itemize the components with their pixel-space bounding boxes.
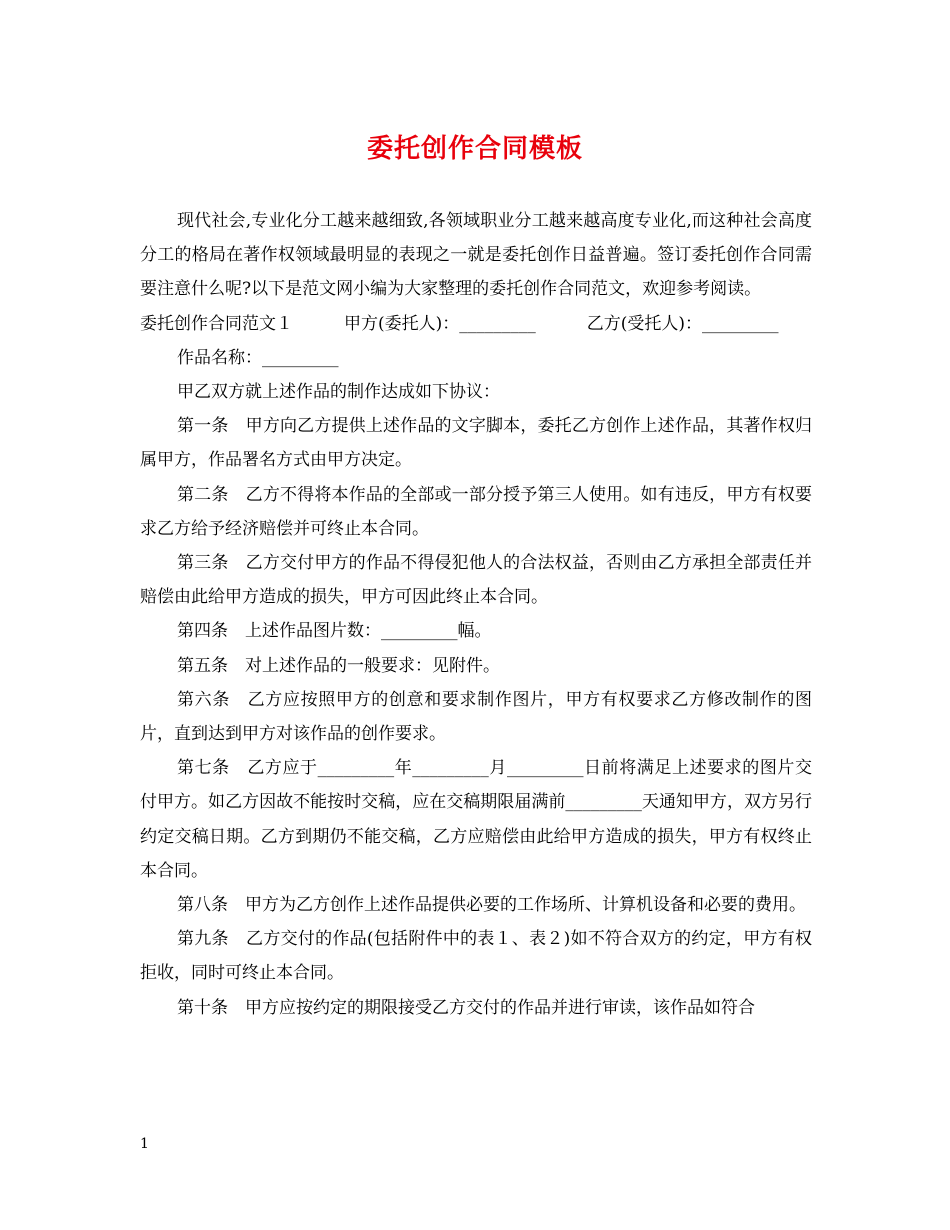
document-title: 委托创作合同模板 [366, 134, 583, 164]
clause-3: 第三条 乙方交付甲方的作品不得侵犯他人的合法权益，否则由乙方承担全部责任并赔偿由此给甲方造成的损失，甲方可因此终止本合同。 [140, 553, 812, 608]
clause-6: 第六条 乙方应按照甲方的创意和要求制作图片，甲方有权要求乙方修改制作的图片，直到达到甲方对该作品的创作要求。 [140, 689, 812, 745]
clause-5: 第五条 对上述作品的一般要求：见附件。 [177, 655, 500, 676]
clause-9: 第九条 乙方交付的作品(包括附件中的表１、表２)如不符合双方的约定，甲方有权拒收，同时可终止本合同。 [140, 929, 812, 984]
clause-7: 第七条 乙方应于_________年_________月_________日前将满足上述要求的图片交付甲方。如乙方因故不能按时交稿，应在交稿期限届满前_________天通知甲方，双方另行约定交稿日期。乙方到期仍不能交稿，乙方应赔偿由此给甲方造成的损失，甲方有权终止本合同。 [140, 758, 812, 881]
clause-8: 第八条 甲方为乙方创作上述作品提供必要的工作场所、计算机设备和必要的费用。 [177, 895, 806, 916]
clause-4: 第四条 上述作品图片数：_________幅。 [177, 621, 492, 642]
work-name-line: 作品名称：_________ [177, 347, 339, 368]
clause-2: 第二条 乙方不得将本作品的全部或一部分授予第三人使用。如有违反，甲方有权要求乙方给予经济赔偿并可终止本合同。 [140, 484, 812, 539]
document-body [140, 204, 812, 1025]
sample-heading: 委托创作合同范文１ 甲方(委托人)：_________ 乙方(受托人)：_________ [140, 313, 779, 334]
clause-1: 第一条 甲方向乙方提供上述作品的文字脚本，委托乙方创作上述作品，其著作权归属甲方，作品署名方式由甲方决定。 [140, 416, 812, 471]
clause-10: 第十条 甲方应按约定的期限接受乙方交付的作品并进行审读，该作品如符合 [177, 997, 755, 1018]
agreement-intro: 甲乙双方就上述作品的制作达成如下协议： [177, 382, 500, 403]
intro-paragraph: 现代社会,专业化分工越来越细致,各领域职业分工越来越高度专业化,而这种社会高度分工的格局在著作权领域最明显的表现之一就是委托创作日益普遍。签订委托创作合同需要注意什么呢?以下是范文网小编为大家整理的委托创作合同范文，欢迎参考阅读。 [140, 211, 812, 300]
page-number: 1 [140, 1136, 149, 1152]
